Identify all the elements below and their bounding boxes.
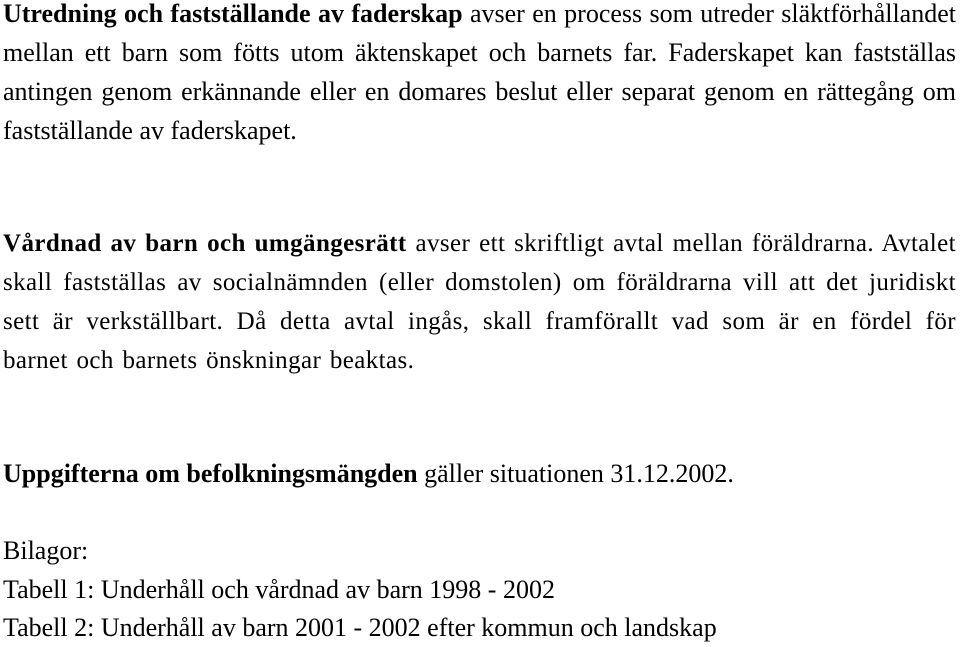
paragraph-population-lead: Uppgifterna om befolkningsmängden (3, 459, 418, 488)
attachment-item-table-1: Tabell 1: Underhåll och vårdnad av barn 1998 - 2002 (3, 575, 555, 604)
attachment-item-table-2: Tabell 2: Underhåll av barn 2001 - 2002 efter kommun och landskap (3, 613, 717, 642)
paragraph-custody-lead: Vårdnad av barn och umgängesrätt (3, 230, 407, 257)
paragraph-population-body: gäller situationen 31.12.2002. (417, 459, 734, 488)
attachments-label: Bilagor: (3, 536, 89, 565)
paragraph-paternity-body: avser en process som utreder släktförhållandet mellan ett barn som fötts utom äktenskapet och barnets far. Faderskapet kan fastställas antingen genom erkännande eller en domares beslut eller separat genom en rättegång om fastställande av faderskapet. (3, 0, 956, 145)
paragraph-population (3, 454, 956, 493)
paragraph-custody-body: avser ett skriftligt avtal mellan föräldrarna. Avtalet skall fastställas av socialnämnden (eller domstolen) om föräldrarna vill att det juridiskt sett är verkställbart. Då detta avtal ingås, skall framförallt vad som är en fördel för barnet och barnets önskningar beaktas. (3, 230, 956, 374)
paragraph-custody (3, 224, 956, 380)
paragraph-paternity (3, 0, 956, 150)
paragraph-paternity-lead: Utredning och fastställande av faderskap (3, 0, 463, 28)
